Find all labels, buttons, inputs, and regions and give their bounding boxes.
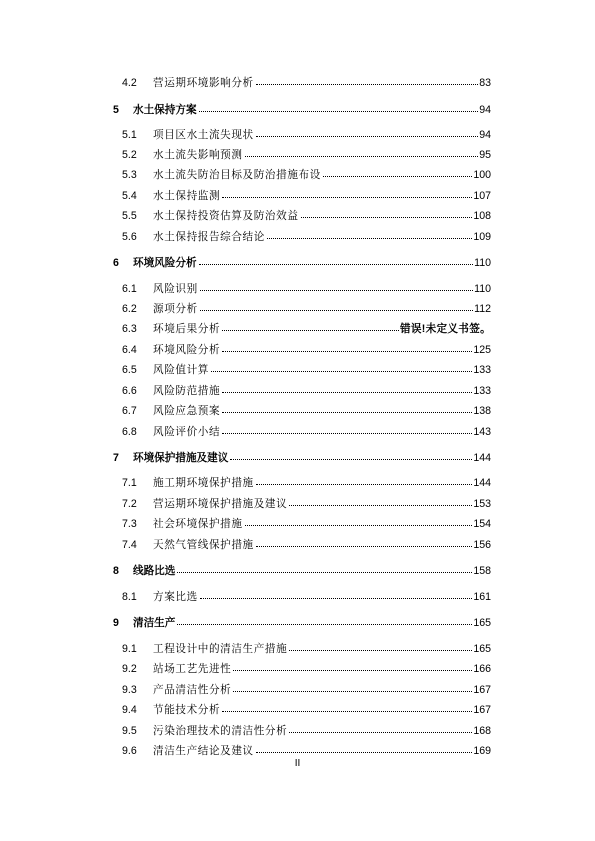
toc-entry-number: 9.6 (122, 745, 137, 757)
toc-section-entry[interactable] (122, 642, 491, 656)
toc-dot-leader (301, 216, 473, 218)
toc-chapter-entry[interactable] (113, 564, 491, 578)
toc-dot-leader (200, 289, 473, 291)
toc-entry-title: 源项分析 (153, 303, 198, 315)
toc-dot-leader (289, 649, 472, 651)
toc-bookmark-error: 错误!未定义书签。 (400, 323, 491, 335)
toc-page-number: 169 (473, 745, 491, 757)
toc-entry-title: 工程设计中的清洁生产措施 (153, 643, 288, 655)
toc-section-entry[interactable] (122, 189, 491, 203)
toc-entry-number: 9.2 (122, 663, 137, 675)
toc-page-number: 144 (473, 477, 491, 489)
toc-page-number: 138 (473, 405, 491, 417)
toc-dot-leader (222, 391, 472, 393)
toc-dot-leader (230, 458, 472, 460)
toc-entry-number: 6.1 (122, 283, 137, 295)
toc-entry-number: 8.1 (122, 591, 137, 603)
toc-entry-title: 水土流失防治目标及防治措施布设 (153, 169, 321, 181)
toc-page-number: 94 (479, 104, 491, 116)
toc-dot-leader (233, 690, 472, 692)
toc-entry-title: 水土保持报告综合结论 (153, 231, 265, 243)
toc-section-entry[interactable] (122, 363, 491, 377)
toc-entry-title: 方案比选 (153, 591, 198, 603)
toc-entry-number: 6.2 (122, 303, 137, 315)
toc-dot-leader (289, 731, 472, 733)
toc-dot-leader (222, 432, 472, 434)
toc-dot-leader (200, 597, 473, 599)
toc-entry-number: 6.4 (122, 344, 137, 356)
toc-page-number: 100 (473, 169, 491, 181)
toc-entry-number: 9.3 (122, 684, 137, 696)
toc-entry-number: 7.3 (122, 518, 137, 530)
toc-dot-leader (323, 175, 472, 177)
toc-page-number: 158 (473, 565, 491, 577)
toc-entry-title: 节能技术分析 (153, 704, 221, 716)
toc-entry-number: 6.8 (122, 426, 137, 438)
toc-entry-title: 水土保持投资估算及防治效益 (153, 210, 299, 222)
toc-dot-leader (256, 751, 473, 753)
toc-page-number: 110 (474, 283, 491, 295)
toc-section-entry[interactable] (122, 76, 491, 90)
toc-page-number: 133 (473, 385, 491, 397)
toc-dot-leader (222, 710, 472, 712)
toc-section-entry[interactable] (122, 343, 491, 357)
toc-entry-number: 9 (113, 617, 119, 629)
toc-entry-number: 9.5 (122, 725, 137, 737)
toc-section-entry[interactable] (122, 168, 491, 182)
toc-page-number: 83 (479, 77, 491, 89)
toc-entry-number: 6.3 (122, 323, 137, 335)
toc-entry-number: 6.6 (122, 385, 137, 397)
toc-entry-title: 线路比选 (133, 565, 176, 577)
toc-entry-title: 环境保护措施及建议 (133, 452, 229, 464)
toc-section-entry[interactable] (122, 517, 491, 531)
toc-entry-title: 环境后果分析 (153, 323, 221, 335)
toc-entry-title: 施工期环境保护措施 (153, 477, 254, 489)
toc-page-number: 143 (473, 426, 491, 438)
toc-entry-number: 5.2 (122, 149, 137, 161)
toc-dot-leader (177, 623, 472, 625)
toc-section-entry[interactable] (122, 590, 491, 604)
toc-entry-title: 风险应急预案 (153, 405, 221, 417)
toc-entry-title: 环境风险分析 (153, 344, 221, 356)
toc-entry-title: 营运期环境影响分析 (153, 77, 254, 89)
toc-section-entry[interactable] (122, 425, 491, 439)
toc-page-number: 168 (473, 725, 491, 737)
toc-entry-number: 5 (113, 104, 119, 116)
toc-page-number: 133 (473, 364, 491, 376)
toc-entry-number: 4.2 (122, 77, 137, 89)
toc-entry-title: 清洁生产 (133, 617, 176, 629)
toc-page-number: 95 (479, 149, 491, 161)
toc-chapter-entry[interactable] (113, 256, 491, 270)
toc-dot-leader (256, 483, 473, 485)
toc-dot-leader (245, 524, 473, 526)
toc-section-entry[interactable] (122, 538, 491, 552)
toc-section-entry[interactable] (122, 128, 491, 142)
toc-section-entry[interactable] (122, 497, 491, 511)
toc-entry-title: 水土流失影响预测 (153, 149, 243, 161)
toc-entry-number: 6.5 (122, 364, 137, 376)
toc-entry-number: 5.6 (122, 231, 137, 243)
toc-dot-leader (222, 329, 399, 331)
toc-entry-title: 清洁生产结论及建议 (153, 745, 254, 757)
toc-section-entry[interactable] (122, 724, 491, 738)
toc-page-number: 125 (473, 344, 491, 356)
toc-entry-title: 天然气管线保护措施 (153, 539, 254, 551)
toc-entry-title: 社会环境保护措施 (153, 518, 243, 530)
toc-dot-leader (256, 83, 478, 85)
toc-page-number: 109 (473, 231, 491, 243)
toc-section-entry[interactable] (122, 662, 491, 676)
toc-entry-number: 6.7 (122, 405, 137, 417)
toc-entry-title: 水土保持监测 (153, 190, 221, 202)
toc-chapter-entry[interactable] (113, 451, 491, 465)
toc-dot-leader (267, 237, 472, 239)
toc-entry-title: 营运期环境保护措施及建议 (153, 498, 288, 510)
toc-section-entry[interactable] (122, 404, 491, 418)
toc-section-entry[interactable] (122, 683, 491, 697)
toc-page-number: 94 (479, 129, 491, 141)
toc-entry-title: 产品清洁性分析 (153, 684, 232, 696)
toc-section-entry[interactable] (122, 209, 491, 223)
toc-entry-number: 7.4 (122, 539, 137, 551)
toc-entry-title: 风险防范措施 (153, 385, 221, 397)
toc-page-number: 144 (473, 452, 491, 464)
toc-entry-title: 站场工艺先进性 (153, 663, 232, 675)
toc-entry-title: 水土保持方案 (133, 104, 197, 116)
toc-entry-title: 风险值计算 (153, 364, 209, 376)
toc-section-entry[interactable] (122, 282, 491, 296)
toc-entry-number: 8 (113, 565, 119, 577)
toc-entry-number: 5.1 (122, 129, 137, 141)
toc-entry-number: 5.5 (122, 210, 137, 222)
toc-page-number: 167 (473, 684, 491, 696)
toc-entry-number: 6 (113, 257, 119, 269)
toc-entry-number: 7.2 (122, 498, 137, 510)
toc-page-number: 167 (473, 704, 491, 716)
toc-dot-leader (222, 411, 472, 413)
toc-dot-leader (256, 545, 473, 547)
page-number-footer: II (294, 758, 301, 769)
toc-dot-leader (199, 263, 474, 265)
toc-dot-leader (200, 309, 473, 311)
toc-entry-number: 9.1 (122, 643, 137, 655)
toc-page-number: 165 (473, 643, 491, 655)
toc-page-number: 166 (473, 663, 491, 675)
toc-entry-title: 环境风险分析 (133, 257, 197, 269)
toc-section-entry[interactable] (122, 230, 491, 244)
toc-page-number: 154 (473, 518, 491, 530)
toc-dot-leader (199, 110, 479, 112)
toc-page-number: 165 (473, 617, 491, 629)
toc-section-entry[interactable] (122, 703, 491, 717)
toc-dot-leader (222, 350, 472, 352)
toc-dot-leader (233, 669, 472, 671)
toc-dot-leader (256, 135, 478, 137)
toc-entry-number: 5.4 (122, 190, 137, 202)
toc-page-number: 107 (473, 190, 491, 202)
toc-section-entry[interactable] (122, 476, 491, 490)
toc-page-number: 110 (474, 257, 491, 269)
toc-page-number: 161 (473, 591, 491, 603)
toc-entry-number: 9.4 (122, 704, 137, 716)
toc-section-entry[interactable] (122, 322, 491, 336)
toc-page-number: 156 (473, 539, 491, 551)
toc-dot-leader (222, 196, 472, 198)
toc-entry-number: 7.1 (122, 477, 137, 489)
toc-chapter-entry[interactable] (113, 103, 491, 117)
toc-entry-title: 风险评价小结 (153, 426, 221, 438)
toc-entry-title: 项目区水土流失现状 (153, 129, 254, 141)
toc-entry-number: 7 (113, 452, 119, 464)
toc-dot-leader (245, 155, 479, 157)
toc-section-entry[interactable] (122, 302, 491, 316)
toc-section-entry[interactable] (122, 744, 491, 758)
toc-page-number: 108 (473, 210, 491, 222)
toc-dot-leader (211, 370, 472, 372)
toc-entry-number: 5.3 (122, 169, 137, 181)
toc-chapter-entry[interactable] (113, 616, 491, 630)
toc-page-number: 153 (473, 498, 491, 510)
toc-dot-leader (289, 504, 472, 506)
toc-section-entry[interactable] (122, 384, 491, 398)
toc-page-number: 112 (474, 303, 491, 315)
toc-dot-leader (177, 571, 472, 573)
toc-entry-title: 污染治理技术的清洁性分析 (153, 725, 288, 737)
toc-entry-title: 风险识别 (153, 283, 198, 295)
toc-section-entry[interactable] (122, 148, 491, 162)
